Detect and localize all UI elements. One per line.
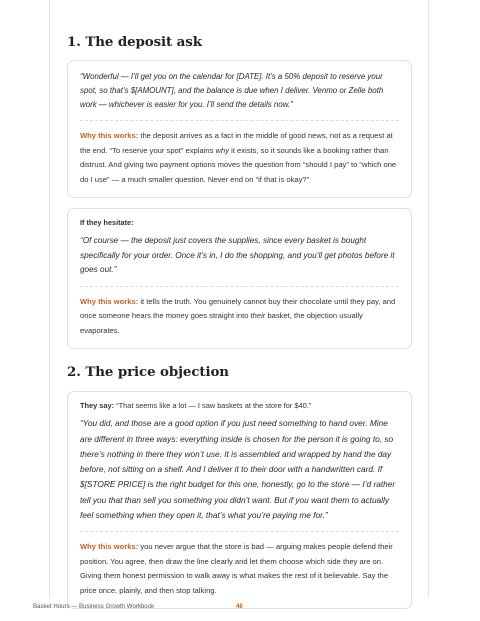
section-heading-deposit: 1. The deposit ask [67,34,202,50]
dashed-divider [80,120,399,121]
page-number: 46 [236,603,243,610]
they-say-label: They say: [80,401,115,411]
deposit-script-card [67,60,412,198]
deposit-script-quote: “Wonderful — I’ll get you on the calendar for [DATE]. It’s a 50% deposit to reserve your spot, so that’s $[AMOUNT], and the balance is due when I deliver. Venmo or Zelle both work — whichever is easier for you. I’ll send the details now.” [80,72,384,109]
hesitate-script-quote: “Of course — the deposit just covers the supplies, since every basket is bought specifically for your order. Once it’s in, I do the shopping, and you’ll get photos before it goes out.” [80,236,395,275]
section-heading-price-objection: 2. The price objection [67,364,229,381]
why-this-works-text: Why this works: the deposit arrives as a fact in the middle of good news, not as a request at the end. “To reserve your spot” explains why it exists, so it sounds like a booking rather than distrust. And giving two payment options moves the question from “should I pay” to “which one do I use” — a much smaller question. Never end on “if that is okay?” [80,131,397,184]
left-page-rule [49,0,50,598]
page-content [67,34,412,609]
dashed-divider [80,531,399,532]
why-this-works-label: Why this works: [80,542,139,552]
why-this-works-text: Why this works: you never argue that the store is bad — arguing makes people defend their position. You agree, then draw the line clearly and let them choose which side they are on. Giving them honest permission to walk away is what makes the rest of it believable. Say the price once, plainly, and then stop talking. [80,542,393,595]
why-this-works-text: Why this works: it tells the truth. You genuinely cannot buy their chocolate until they pay, and once someone hears the money goes straight into their basket, the objection usually evaporates. [80,296,396,335]
they-say-line: They say: “That seems like a lot — I saw baskets at the store for $40.” [80,401,312,411]
hesitate-script-card [67,208,412,349]
why-this-works-label: Why this works: [80,296,139,306]
why-this-works-label: Why this works: [80,131,139,140]
dashed-divider [80,286,399,287]
footer-title: Basket Hours — Business Growth Workbook [33,603,155,610]
if-they-hesitate-label: If they hesitate: [80,218,134,227]
price-objection-card [67,391,412,609]
right-page-rule [428,0,429,598]
price-objection-quote: “You did, and those are a good option if you just need something to hand over. Mine are different in three ways: everything inside is chosen for the person it is going to, so there’s nothing in there they won’t use. It is assembled and wrapped by hand the day before, not sitting on a shelf. And I deliver it to their door with a handwritten card. If $[STORE PRICE] is the right budget for this one, honestly, go to the store — I’d rather tell you that than sell you something you didn’t want. But if you want them to actually feel something when they open it, that’s what you’re paying me for.” [80,418,396,521]
